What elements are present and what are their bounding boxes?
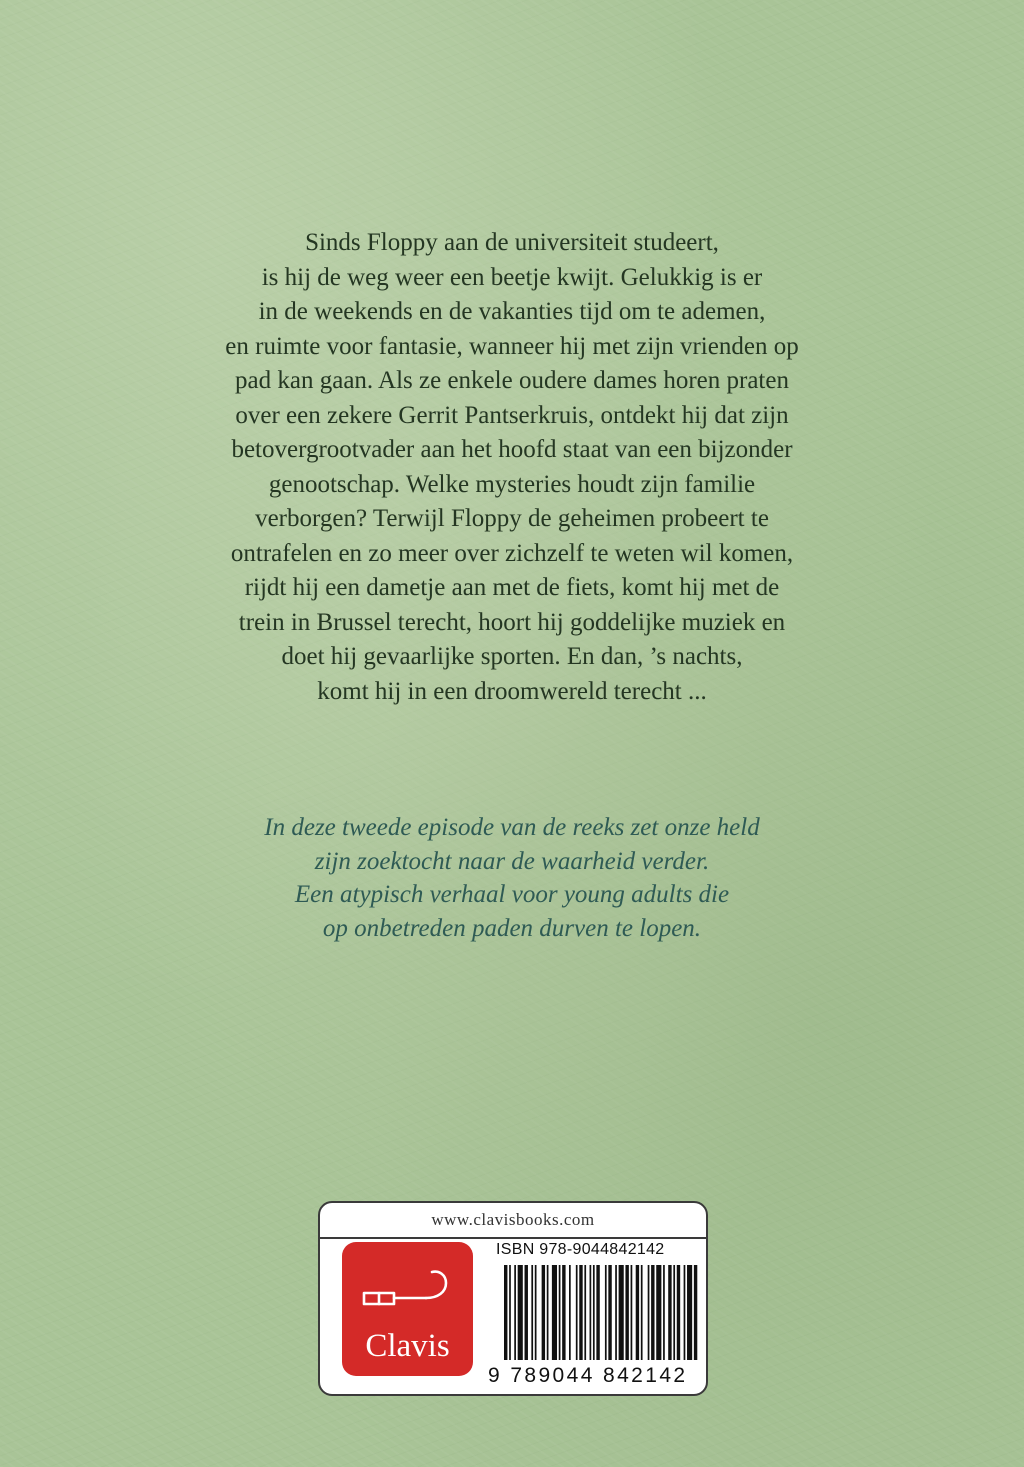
series-tagline — [180, 811, 844, 945]
blurb-line: is hij de weg weer een beetje kwijt. Gelukkig is er — [261, 263, 763, 291]
tagline-line: op onbetreden paden durven te lopen. — [322, 914, 702, 942]
barcode-bar — [531, 1265, 533, 1360]
barcode-bar — [608, 1265, 611, 1360]
back-cover-blurb — [200, 226, 824, 709]
barcode-bar — [677, 1265, 680, 1360]
barcode-bar — [562, 1265, 565, 1360]
barcode-bar — [593, 1265, 595, 1360]
blurb-line: genootschap. Welke mysteries houdt zijn familie — [268, 470, 756, 498]
barcode-bar — [579, 1265, 582, 1360]
publisher-logo-text: Clavis — [365, 1328, 450, 1364]
barcode-bar — [641, 1265, 643, 1360]
barcode-bar — [673, 1265, 675, 1360]
barcode-bar — [590, 1265, 592, 1360]
barcode-bar — [547, 1265, 549, 1360]
barcode-bar — [518, 1265, 523, 1360]
blurb-line: over een zekere Gerrit Pantserkruis, ontdekt hij dat zijn — [235, 401, 789, 429]
barcode-bar — [615, 1265, 617, 1360]
barcode-bar — [656, 1265, 661, 1360]
barcode-bar — [687, 1265, 692, 1360]
barcode-bar — [584, 1265, 586, 1360]
publisher-url: www.clavisbooks.com — [431, 1210, 595, 1229]
barcode-bar — [535, 1265, 537, 1360]
barcode-bar — [648, 1265, 650, 1360]
barcode-bar — [569, 1265, 571, 1360]
blurb-line: Sinds Floppy aan de universiteit studeert, — [305, 229, 719, 256]
blurb-line: komt hij in een droomwereld terecht ... — [317, 677, 707, 705]
barcode-bar — [525, 1265, 528, 1360]
label-divider — [320, 1237, 706, 1239]
barcode-image — [504, 1265, 699, 1360]
barcode-number: 9 789044 842142 — [488, 1364, 688, 1387]
barcode-bar — [663, 1265, 665, 1360]
blurb-line: betovergrootvader aan het hoofd staat van een bijzonder — [231, 436, 793, 463]
barcode-bar — [636, 1265, 639, 1360]
key-icon — [342, 1242, 473, 1342]
barcode-bar — [542, 1265, 545, 1360]
blurb-line: en ruimte voor fantasie, wanneer hij met zijn vrienden op — [225, 332, 799, 360]
barcode-bar — [651, 1265, 654, 1360]
barcode-bar — [668, 1265, 671, 1360]
blurb-line: rijdt hij een dametje aan met de fiets, komt hij met de — [244, 574, 780, 601]
blurb-line: in de weekends en de vakanties tijd om te ademen, — [258, 298, 766, 325]
barcode-bar — [619, 1265, 624, 1360]
tagline-line: Een atypisch verhaal voor young adults die — [294, 881, 730, 908]
barcode-label — [318, 1201, 708, 1396]
blurb-line: trein in Brussel terecht, hoort hij goddelijke muziek en — [238, 608, 786, 636]
barcode-bar — [509, 1265, 511, 1360]
barcode-bar — [605, 1265, 607, 1360]
blurb-line: verborgen? Terwijl Floppy de geheimen probeert te — [255, 505, 769, 532]
barcode-bar — [514, 1265, 516, 1360]
barcode-bar — [576, 1265, 578, 1360]
barcode-bar — [596, 1265, 599, 1360]
barcode-bar — [504, 1265, 507, 1360]
barcode-bar — [631, 1265, 633, 1360]
barcode-bar — [684, 1265, 686, 1360]
tagline-line: In deze tweede episode van de reeks zet onze held — [264, 814, 760, 841]
barcode-bar — [552, 1265, 557, 1360]
blurb-line: pad kan gaan. Als ze enkele oudere dames horen praten — [235, 367, 789, 394]
blurb-line: doet hij gevaarlijke sporten. En dan, ’s nachts, — [281, 643, 743, 670]
barcode-bar — [694, 1265, 697, 1360]
blurb-line: ontrafelen en zo meer over zichzelf te weten wil komen, — [230, 539, 794, 567]
barcode-bar — [559, 1265, 561, 1360]
barcode-bar — [625, 1265, 628, 1360]
isbn-text: ISBN 978-9044842142 — [496, 1241, 665, 1258]
publisher-logo — [342, 1242, 473, 1376]
tagline-line: zijn zoektocht naar de waarheid verder. — [314, 847, 710, 875]
